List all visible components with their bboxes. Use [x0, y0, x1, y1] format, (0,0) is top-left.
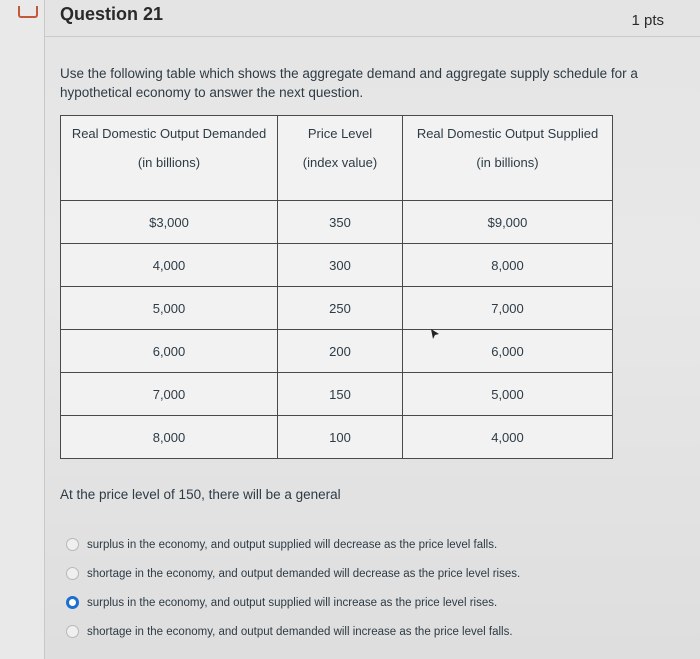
table-header-demanded: [61, 116, 278, 201]
table-row: [61, 244, 613, 287]
table-cell: 4,000: [61, 244, 278, 287]
answer-option-selected[interactable]: [66, 588, 626, 617]
table-cell: 350: [278, 201, 403, 244]
header-line2: (in billions): [476, 155, 539, 170]
question-title: Question 21: [60, 4, 164, 24]
table-cell: 5,000: [403, 373, 613, 416]
table-cell: 8,000: [403, 244, 613, 287]
table-cell: 4,000: [403, 416, 613, 459]
table-cell: 250: [278, 287, 403, 330]
table-cell: $9,000: [403, 201, 613, 244]
table-cell: 6,000: [403, 330, 613, 373]
radio-button[interactable]: [66, 625, 79, 638]
header-line1: Real Domestic Output Supplied: [416, 126, 599, 141]
table-cell: 6,000: [61, 330, 278, 373]
table-row: [61, 373, 613, 416]
table-header-price-level: [278, 116, 403, 201]
answer-label[interactable]: surplus in the economy, and output supplied will increase as the price level rises.: [87, 596, 498, 609]
mouse-pointer-icon: [430, 328, 440, 340]
radio-button[interactable]: [66, 538, 79, 551]
table-header-supplied: [403, 116, 613, 201]
header-line2: (index value): [302, 155, 378, 170]
answer-options: [66, 530, 626, 646]
table-cell: 7,000: [61, 373, 278, 416]
table-cell: 100: [278, 416, 403, 459]
table-cell: 5,000: [61, 287, 278, 330]
table-header-row: [61, 116, 613, 201]
table-cell: $3,000: [61, 201, 278, 244]
question-prompt: Use the following table which shows the aggregate demand and aggregate supply schedule for a hypothetical economy to answer the next question.: [60, 66, 638, 100]
table-cell: 150: [278, 373, 403, 416]
header-line1: Real Domestic Output Demanded: [71, 126, 267, 141]
corner-tab-icon: [18, 6, 38, 18]
answer-option[interactable]: [66, 617, 626, 646]
header-line2: (in billions): [137, 155, 201, 170]
table-cell: 300: [278, 244, 403, 287]
table-cell: 7,000: [403, 287, 613, 330]
question-stem: At the price level of 150, there will be a general: [60, 487, 341, 502]
divider: [44, 0, 45, 659]
radio-button[interactable]: [66, 567, 79, 580]
table-row: [61, 287, 613, 330]
left-margin: [0, 0, 44, 659]
answer-label[interactable]: shortage in the economy, and output demanded will decrease as the price level rises.: [87, 567, 521, 580]
table-row: [61, 330, 613, 373]
question-header: [45, 0, 700, 37]
radio-button-selected[interactable]: [66, 596, 79, 609]
table-row: [61, 201, 613, 244]
answer-option[interactable]: [66, 559, 626, 588]
answer-label[interactable]: surplus in the economy, and output supplied will decrease as the price level falls.: [87, 538, 498, 551]
schedule-table: [60, 115, 613, 459]
answer-option[interactable]: [66, 530, 626, 559]
answer-label[interactable]: shortage in the economy, and output demanded will increase as the price level falls.: [87, 625, 513, 638]
header-line1: Price Level: [307, 126, 373, 141]
table-row: [61, 416, 613, 459]
table-cell: 200: [278, 330, 403, 373]
table-cell: 8,000: [61, 416, 278, 459]
question-points: 1 pts: [631, 12, 664, 29]
